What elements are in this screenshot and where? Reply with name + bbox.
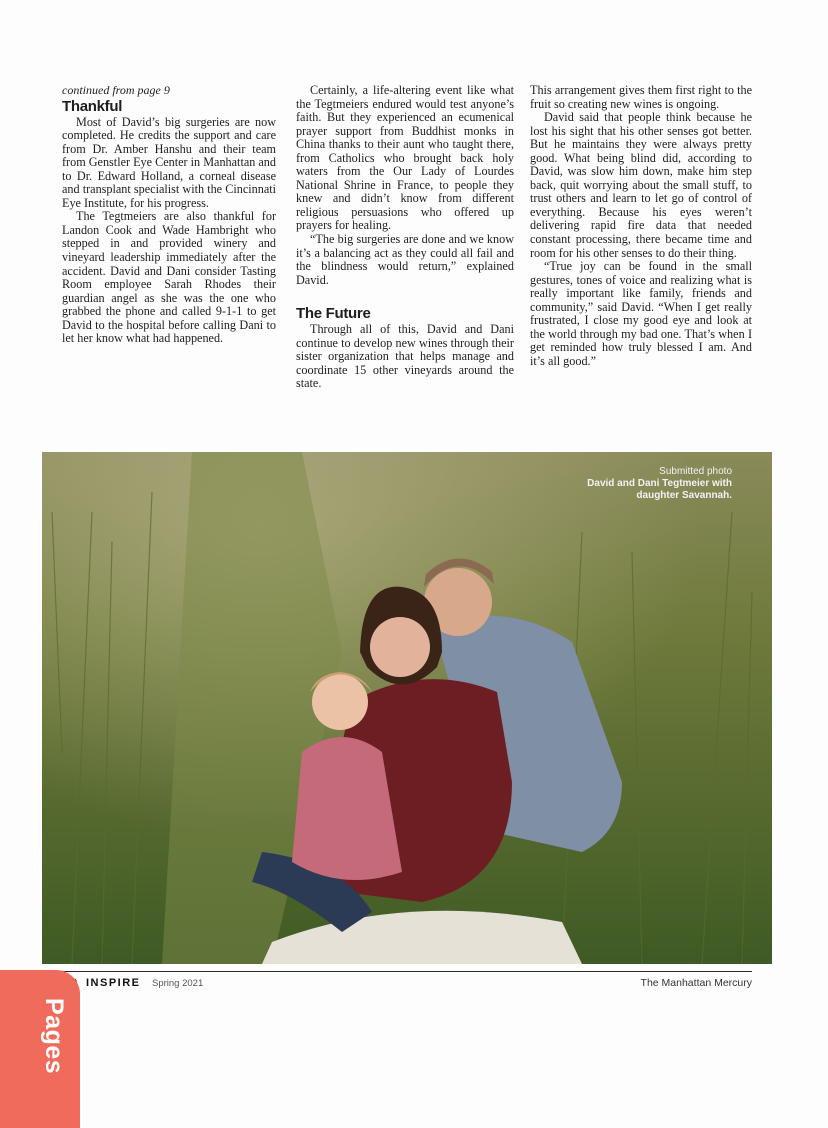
paragraph: Through all of this, David and Dani continue to develop new wines through their sister organization that helps manage and coordinate 15 other vineyards around the state. [296,322,514,391]
paragraph: The Tegtmeiers are also thankful for Landon Cook and Wade Hambright who stepped in and provided winery and vineyard leadership immediately after the accident. David and Dani consider Tasting Room employee Sarah Rhodes their guardian angel as she was the one who grabbed the phone and called 9-1-1 to get David to the hospital before calling Dani to let her know what had happened. [62,209,276,346]
article-column-3 [530,84,752,368]
caption-line: daughter Savannah. [636,490,732,501]
family-photo-illustration [42,452,772,964]
family-photo [42,452,772,964]
article-column-1 [62,84,276,346]
page-footer [62,976,752,992]
continued-note: continued from page 9 [62,83,170,97]
paragraph: “True joy can be found in the small gestures, tones of voice and realizing what is really important like family, friends and community,” said David. “When I get really frustrated, I close my good eye and look at the world through my bad one. That’s when I get reminded how truly blessed I am. And it’s all good.” [530,259,752,368]
caption-line: David and Dani Tegtmeier with [587,478,732,489]
paragraph: Most of David’s big surgeries are now completed. He credits the support and care from Dr. Amber Hanshu and their team from Genstler Eye Center in Manhattan and to Dr. Edward Holland, a corneal disease and transplant specialist with the Cincinnati Eye Institute, for his progress. [62,114,276,210]
section-heading-thankful: Thankful [62,97,123,115]
issue-season: Spring 2021 [152,978,204,989]
article-column-2 [296,84,514,391]
footer-rule [62,971,752,972]
photo-credit: Submitted photo [659,466,732,477]
paragraph: David said that people think because he lost his sight that his other senses got better. But he maintains they were always pretty good. What being blind did, according to David, was slow him down, make him step back, quit worrying about the small stuff, to trust others and learn to let go of control of everything. Because his eyes weren’t delivering rapid fire data that needed constant processing, there became time and room for his other senses to do their thing. [530,110,752,260]
pages-tab-label: Pages [40,998,68,1075]
publication-name: The Manhattan Mercury [640,977,752,989]
paragraph: This arrangement gives them first right to the fruit so creating new wines is ongoing. [530,83,752,111]
magazine-name: INSPIRE [86,977,141,989]
paragraph: Certainly, a life-altering event like what the Tegtmeiers endured would test anyone’s faith. But they experienced an ecumenical prayer support from Buddhist monks in China thanks to their aunt who taught there, from Catholics who brought back holy waters from the Our Lady of Lourdes National Shrine in France, to people they knew and didn’t know from different religious persuasions who offered up prayers for healing. [296,83,514,233]
photo-caption [587,466,732,502]
pages-tab-button[interactable] [0,970,80,1128]
section-heading-future: The Future [296,305,371,323]
paragraph: “The big surgeries are done and we know it’s a balancing act as they could all fail and the blindness would return,” explained David. [296,232,514,287]
